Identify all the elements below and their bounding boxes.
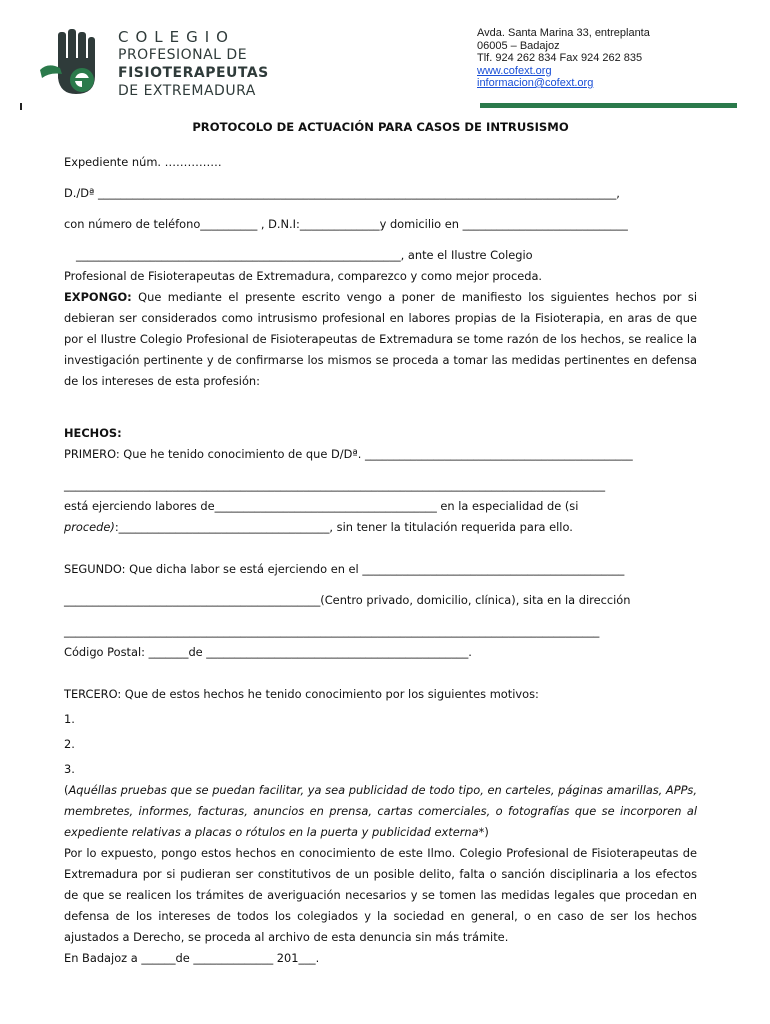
- evidence-text: Aquéllas pruebas que se puedan facilitar, ya sea publicidad de todo tipo, en carteles, páginas amarillas, APPs, membretes, informes, facturas, anuncios en prensa, cartas comerciales, o fotografías que se incorporen al expediente relativas a placas o rótulos en la puerta y publicidad externa*: [64, 783, 697, 839]
- address-continuation-field: _________________________________________________________, ante el Ilustre Colegio: [76, 248, 533, 262]
- primero-line-1: PRIMERO: Que he tenido conocimiento de que D/Dª. _______________________________________________: [64, 447, 633, 461]
- email-link[interactable]: informacion@cofext.org: [477, 77, 594, 89]
- document-body: [64, 120, 697, 969]
- phone-fax: Tlf. 924 262 834 Fax 924 262 835: [477, 52, 643, 64]
- name-field: D./Dª ___________________________________________________________________________________________,: [64, 186, 620, 200]
- motivo-2: 2.: [64, 737, 75, 751]
- primero-line-2: _______________________________________________________________________________________________: [64, 478, 606, 492]
- header-divider: [480, 103, 737, 108]
- street-address: Avda. Santa Marina 33, entreplanta: [477, 27, 650, 39]
- appear-statement: Profesional de Fisioterapeutas de Extremadura, comparezco y como mejor proceda.: [64, 269, 543, 283]
- evidence-open: (: [64, 783, 69, 797]
- tercero-line: TERCERO: Que de estos hechos he tenido conocimiento por los siguientes motivos:: [64, 687, 539, 701]
- codigo-postal-field: Código Postal: _______de ______________________________________________.: [64, 645, 472, 659]
- primero-line-3: está ejerciendo labores de_______________________________________ en la especialidad de (si: [64, 499, 579, 513]
- evidence-note: [64, 780, 697, 843]
- expongo-text: Que mediante el presente escrito vengo a poner de manifiesto los siguientes hechos por si debieran ser considerados como intrusismo profesional en labores propias de la Fisioterapia, en aras de que por el Ilustre Colegio Profesional de Fisioterapeutas de Extremadura se tome razón de los hechos, se realice la investigación pertinente y de confirmarse los mismos se proceda a tomar las medidas pertinentes en defensa de los intereses de esta profesión:: [64, 290, 697, 388]
- org-line-1: COLEGIO: [118, 28, 235, 46]
- motivo-3: 3.: [64, 762, 75, 776]
- website-link[interactable]: www.cofext.org: [477, 64, 552, 77]
- postal-code: 06005 – Badajoz: [477, 39, 560, 52]
- evidence-close: ): [484, 825, 489, 839]
- organization-name: [118, 28, 269, 100]
- segundo-line-2: _____________________________________________(Centro privado, domicilio, clínica), sita en la dirección: [64, 593, 631, 607]
- org-line-2: PROFESIONAL DE: [118, 47, 248, 63]
- colegio-logo-icon: [38, 28, 108, 98]
- expongo-paragraph: [64, 287, 697, 392]
- margin-mark: [20, 103, 22, 110]
- contact-block: [477, 27, 650, 90]
- expediente-field: Expediente núm. ……………: [64, 155, 222, 169]
- hechos-heading: HECHOS:: [64, 426, 122, 440]
- procede-label: procede): [64, 520, 115, 534]
- motivo-1: 1.: [64, 712, 75, 726]
- segundo-line-1: SEGUNDO: Que dicha labor se está ejerciendo en el ______________________________________________: [64, 562, 625, 576]
- phone-dni-address-field: con número de teléfono__________ , D.N.I:______________y domicilio en _____________________________: [64, 217, 628, 231]
- expongo-label: EXPONGO:: [64, 290, 132, 304]
- closing-paragraph: Por lo expuesto, pongo estos hechos en conocimiento de este Ilmo. Colegio Profesional de Fisioterapeutas de Extremadura por si pudieran ser constitutivos de un posible delito, falta o sanción disciplinaria a los efectos de que se realicen los trámites de averiguación necesarios y se tomen las medidas legales que procedan en defensa de los intereses de todos los colegiados y la sociedad en general, o en caso de ser los hechos ajustados a Derecho, se proceda al archivo de esta denuncia sin más trámite.: [64, 846, 697, 944]
- segundo-line-3: ______________________________________________________________________________________________: [64, 624, 600, 638]
- signature-date-line: En Badajoz a ______de ______________ 201___.: [64, 951, 320, 965]
- document-title: PROTOCOLO DE ACTUACIÓN PARA CASOS DE INTRUSISMO: [192, 120, 569, 134]
- primero-line-4: [64, 517, 697, 538]
- org-line-3: FISIOTERAPEUTAS: [118, 65, 269, 81]
- org-line-4: DE EXTREMADURA: [118, 83, 256, 99]
- primero-line-4-rest: :_____________________________________, sin tener la titulación requerida para ello.: [114, 520, 573, 534]
